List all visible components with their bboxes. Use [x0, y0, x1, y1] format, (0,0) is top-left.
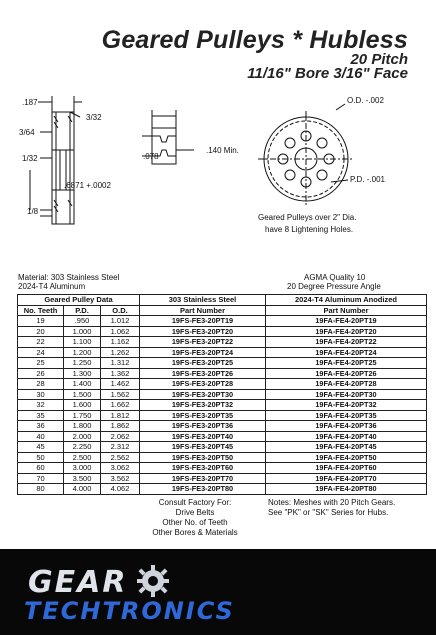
- cell-al-part: 19FA-FE4-20PT35: [266, 410, 427, 421]
- cell-od: 3.562: [101, 473, 140, 484]
- table-row: [18, 368, 427, 379]
- cell-pd: .950: [64, 316, 101, 327]
- col-header-ss-part: Part Number: [140, 305, 266, 316]
- dim-1-32: 1/32: [22, 154, 38, 163]
- dim-3-64: 3/64: [19, 128, 35, 137]
- meshes-line: Notes: Meshes with 20 Pitch Gears.: [268, 498, 396, 507]
- cell-od: 1.312: [101, 358, 140, 369]
- cell-pd: 2.000: [64, 431, 101, 442]
- dim-1-8: 1/8: [27, 207, 39, 216]
- dim-140: .140 Min.: [206, 146, 239, 155]
- consult-line: Other Bores & Materials: [152, 528, 238, 537]
- cell-ss-part: 19FS-FE3-20PT45: [140, 442, 266, 453]
- consult-note: [140, 498, 250, 538]
- cell-od: 1.812: [101, 410, 140, 421]
- cell-al-part: 19FA-FE4-20PT30: [266, 389, 427, 400]
- table-row: [18, 421, 427, 432]
- cell-al-part: 19FA-FE4-20PT24: [266, 347, 427, 358]
- cell-teeth: 30: [18, 389, 64, 400]
- cell-pd: 2.500: [64, 452, 101, 463]
- table-row: [18, 316, 427, 327]
- cell-od: 1.462: [101, 379, 140, 390]
- table-row: [18, 326, 427, 337]
- caption-line2: have 8 Lightening Holes.: [265, 225, 354, 234]
- cell-ss-part: 19FS-FE3-20PT19: [140, 316, 266, 327]
- cell-al-part: 19FA-FE4-20PT22: [266, 337, 427, 348]
- col-header-pd: P.D.: [64, 305, 101, 316]
- cell-od: 1.862: [101, 421, 140, 432]
- cell-teeth: 35: [18, 410, 64, 421]
- group-header-pulley-data: Geared Pulley Data: [18, 295, 140, 306]
- cell-teeth: 19: [18, 316, 64, 327]
- consult-line: Consult Factory For:: [158, 498, 232, 507]
- table-row: [18, 463, 427, 474]
- cell-od: 2.062: [101, 431, 140, 442]
- cell-od: 1.262: [101, 347, 140, 358]
- logo-word-gear: GEAR: [28, 565, 128, 600]
- col-header-teeth: No. Teeth: [18, 305, 64, 316]
- cell-pd: 1.800: [64, 421, 101, 432]
- cell-pd: 3.500: [64, 473, 101, 484]
- cell-al-part: 19FA-FE4-20PT25: [266, 358, 427, 369]
- meshes-line: See "PK" or "SK" Series for Hubs.: [268, 508, 389, 517]
- cell-pd: 1.600: [64, 400, 101, 411]
- dim-od: O.D. -.002: [347, 96, 384, 105]
- meshes-note: [268, 498, 428, 518]
- cell-od: 1.012: [101, 316, 140, 327]
- cell-ss-part: 19FS-FE3-20PT35: [140, 410, 266, 421]
- table-row: [18, 358, 427, 369]
- table-row: [18, 431, 427, 442]
- pulley-data-table: [17, 294, 427, 495]
- table-row: [18, 337, 427, 348]
- table-row: [18, 484, 427, 495]
- cell-al-part: 19FA-FE4-20PT28: [266, 379, 427, 390]
- cell-ss-part: 19FS-FE3-20PT80: [140, 484, 266, 495]
- spec-aluminum: 2024-T4 Aluminum: [18, 282, 86, 291]
- cell-teeth: 26: [18, 368, 64, 379]
- cell-teeth: 40: [18, 431, 64, 442]
- cell-ss-part: 19FS-FE3-20PT50: [140, 452, 266, 463]
- cell-pd: 1.500: [64, 389, 101, 400]
- cell-al-part: 19FA-FE4-20PT40: [266, 431, 427, 442]
- cell-od: 1.062: [101, 326, 140, 337]
- group-header-aluminum: 2024-T4 Aluminum Anodized: [266, 295, 427, 306]
- cell-teeth: 36: [18, 421, 64, 432]
- cell-teeth: 24: [18, 347, 64, 358]
- cell-pd: 1.300: [64, 368, 101, 379]
- cell-ss-part: 19FS-FE3-20PT25: [140, 358, 266, 369]
- cell-pd: 1.000: [64, 326, 101, 337]
- cell-ss-part: 19FS-FE3-20PT36: [140, 421, 266, 432]
- caption-line1: Geared Pulleys over 2" Dia.: [258, 213, 357, 222]
- table-row: [18, 473, 427, 484]
- technical-drawing: [0, 88, 436, 238]
- cell-al-part: 19FA-FE4-20PT45: [266, 442, 427, 453]
- cell-al-part: 19FA-FE4-20PT60: [266, 463, 427, 474]
- consult-line: Drive Belts: [175, 508, 215, 517]
- cell-ss-part: 19FS-FE3-20PT20: [140, 326, 266, 337]
- cell-ss-part: 19FS-FE3-20PT60: [140, 463, 266, 474]
- cell-al-part: 19FA-FE4-20PT70: [266, 473, 427, 484]
- cell-al-part: 19FA-FE4-20PT32: [266, 400, 427, 411]
- table-row: [18, 347, 427, 358]
- table-row: [18, 452, 427, 463]
- cell-ss-part: 19FS-FE3-20PT40: [140, 431, 266, 442]
- cell-od: 1.162: [101, 337, 140, 348]
- table-row: [18, 389, 427, 400]
- cell-al-part: 19FA-FE4-20PT50: [266, 452, 427, 463]
- dim-3-32: 3/32: [86, 113, 102, 122]
- dim-187: .187: [22, 98, 38, 107]
- pitch-subtitle: 20 Pitch: [350, 51, 408, 68]
- dim-bore: .6871 +.0002: [64, 181, 111, 190]
- cell-teeth: 25: [18, 358, 64, 369]
- cell-pd: 1.400: [64, 379, 101, 390]
- cell-od: 1.662: [101, 400, 140, 411]
- cell-od: 4.062: [101, 484, 140, 495]
- cell-od: 2.562: [101, 452, 140, 463]
- cell-al-part: 19FA-FE4-20PT80: [266, 484, 427, 495]
- cell-ss-part: 19FS-FE3-20PT22: [140, 337, 266, 348]
- spec-quality: AGMA Quality 10: [304, 273, 366, 282]
- cell-teeth: 22: [18, 337, 64, 348]
- cell-ss-part: 19FS-FE3-20PT28: [140, 379, 266, 390]
- cell-ss-part: 19FS-FE3-20PT32: [140, 400, 266, 411]
- cell-ss-part: 19FS-FE3-20PT30: [140, 389, 266, 400]
- cell-pd: 1.250: [64, 358, 101, 369]
- cell-al-part: 19FA-FE4-20PT36: [266, 421, 427, 432]
- cell-ss-part: 19FS-FE3-20PT26: [140, 368, 266, 379]
- cell-od: 1.362: [101, 368, 140, 379]
- cell-ss-part: 19FS-FE3-20PT70: [140, 473, 266, 484]
- cell-pd: 3.000: [64, 463, 101, 474]
- cell-teeth: 20: [18, 326, 64, 337]
- cell-al-part: 19FA-FE4-20PT19: [266, 316, 427, 327]
- footer-logo-band: [0, 549, 436, 635]
- cell-teeth: 70: [18, 473, 64, 484]
- cell-pd: 1.100: [64, 337, 101, 348]
- cell-pd: 2.250: [64, 442, 101, 453]
- col-header-al-part: Part Number: [266, 305, 427, 316]
- gear-icon: [136, 564, 170, 598]
- cell-al-part: 19FA-FE4-20PT26: [266, 368, 427, 379]
- dim-pd: P.D. -.001: [350, 175, 385, 184]
- cell-teeth: 60: [18, 463, 64, 474]
- table-row: [18, 410, 427, 421]
- cell-teeth: 28: [18, 379, 64, 390]
- logo-word-techtronics: TECHTRONICS: [24, 597, 235, 625]
- page-title: Geared Pulleys * Hubless: [101, 26, 408, 54]
- cell-teeth: 50: [18, 452, 64, 463]
- cell-teeth: 45: [18, 442, 64, 453]
- bore-face-subtitle: 11/16" Bore 3/16" Face: [247, 65, 408, 82]
- consult-line: Other No. of Teeth: [162, 518, 228, 527]
- spec-pressure-angle: 20 Degree Pressure Angle: [287, 282, 381, 291]
- cell-pd: 1.750: [64, 410, 101, 421]
- spec-material: Material: 303 Stainless Steel: [18, 273, 120, 282]
- cell-od: 1.562: [101, 389, 140, 400]
- cell-teeth: 80: [18, 484, 64, 495]
- cell-teeth: 32: [18, 400, 64, 411]
- table-row: [18, 442, 427, 453]
- table-row: [18, 400, 427, 411]
- cell-od: 2.312: [101, 442, 140, 453]
- dim-078: .078: [143, 152, 159, 161]
- cell-od: 3.062: [101, 463, 140, 474]
- cell-ss-part: 19FS-FE3-20PT24: [140, 347, 266, 358]
- table-row: [18, 379, 427, 390]
- cell-pd: 1.200: [64, 347, 101, 358]
- cell-al-part: 19FA-FE4-20PT20: [266, 326, 427, 337]
- group-header-stainless: 303 Stainless Steel: [140, 295, 266, 306]
- col-header-od: O.D.: [101, 305, 140, 316]
- cell-pd: 4.000: [64, 484, 101, 495]
